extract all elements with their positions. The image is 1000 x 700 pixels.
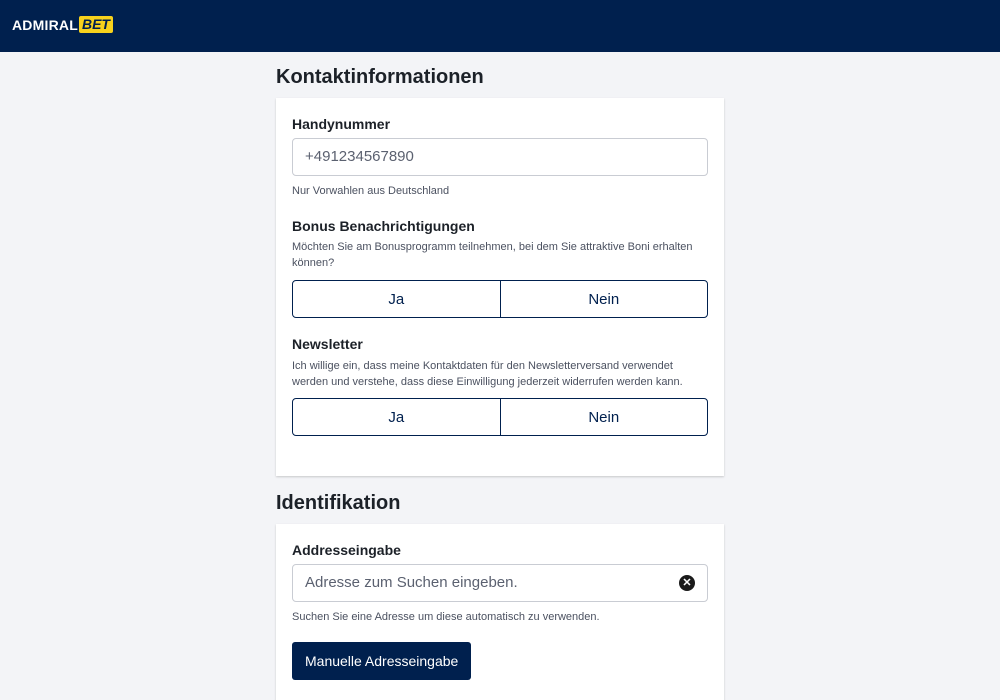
identification-section-title: Identifikation <box>276 492 401 514</box>
logo-text-bet: BET <box>79 16 113 33</box>
newsletter-yes-button[interactable]: Ja <box>388 408 405 426</box>
manual-address-button[interactable]: Manuelle Adresseingabe <box>292 642 471 680</box>
newsletter-toggle <box>292 398 708 436</box>
address-label: Addresseingabe <box>292 542 401 558</box>
top-navigation-bar <box>0 0 1000 52</box>
phone-hint: Nur Vorwahlen aus Deutschland <box>292 185 450 197</box>
address-search-input[interactable] <box>292 564 708 602</box>
admiralbet-logo[interactable] <box>12 16 113 33</box>
bonus-no-button[interactable]: Nein <box>500 281 708 317</box>
logo-text-admiral: ADMIRAL <box>12 16 78 33</box>
phone-input[interactable]: +491234567890 <box>292 138 708 176</box>
newsletter-description: Ich willige ein, dass meine Kontaktdaten für den Newsletterversand verwendet werden und verstehe, dass diese Einwilligung jederzeit widerrufen werden kann. <box>292 360 683 388</box>
bonus-yes-button[interactable]: Ja <box>388 290 405 308</box>
bonus-description: Möchten Sie am Bonusprogramm teilnehmen, bei dem Sie attraktive Boni erhalten können? <box>292 241 693 269</box>
bonus-toggle <box>292 280 708 318</box>
contact-section-title: Kontaktinformationen <box>276 66 484 88</box>
contact-card <box>276 98 724 476</box>
bonus-label: Bonus Benachrichtigungen <box>292 218 475 234</box>
address-hint: Suchen Sie eine Adresse um diese automatisch zu verwenden. <box>292 611 600 623</box>
newsletter-no-button[interactable]: Nein <box>500 399 708 435</box>
close-circle-icon[interactable]: ✕ <box>679 575 695 591</box>
identification-card <box>276 524 724 700</box>
address-placeholder: Adresse zum Suchen eingeben. <box>305 574 518 591</box>
phone-label: Handynummer <box>292 116 391 132</box>
newsletter-label: Newsletter <box>292 336 363 352</box>
